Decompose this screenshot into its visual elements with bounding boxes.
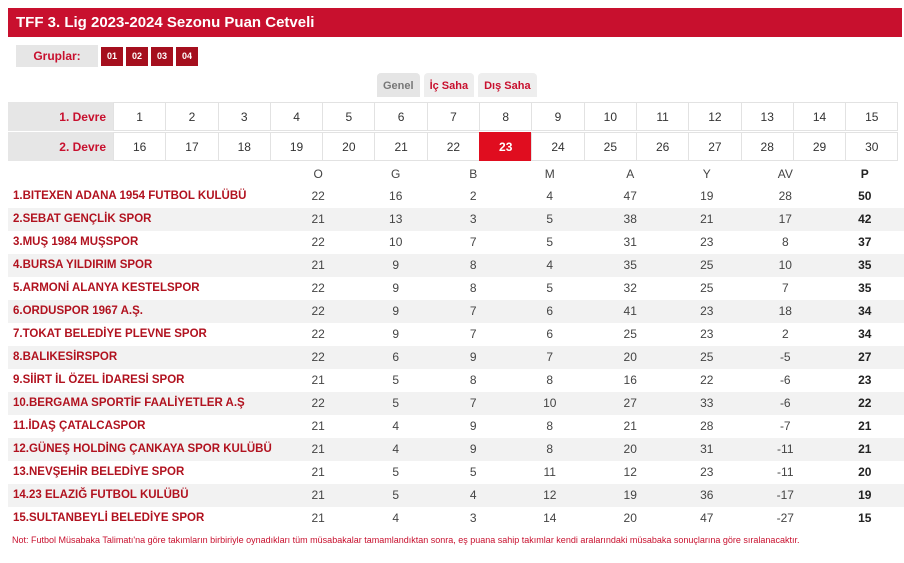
- stat-cell-y: 21: [700, 212, 714, 226]
- stat-cell-m: 4: [546, 258, 554, 272]
- stat-cell-a: 20: [623, 350, 637, 364]
- stat-cell-g: 4: [392, 419, 400, 433]
- week-button-28[interactable]: 28: [741, 132, 794, 161]
- week-button-14[interactable]: 14: [793, 102, 846, 131]
- tab-dis-saha[interactable]: Dış Saha: [478, 73, 536, 97]
- week-button-21[interactable]: 21: [374, 132, 427, 161]
- stat-cell-y: 25: [700, 281, 714, 295]
- stat-cell-g: 13: [389, 212, 403, 226]
- week-button-26[interactable]: 26: [636, 132, 689, 161]
- week-button-6[interactable]: 6: [374, 102, 427, 131]
- team-name-link[interactable]: 13.NEVŞEHİR BELEDİYE SPOR: [13, 466, 185, 478]
- week-button-18[interactable]: 18: [218, 132, 271, 161]
- stat-cell-p: 34: [858, 304, 872, 318]
- group-button-04[interactable]: 04: [176, 47, 198, 66]
- team-name-link[interactable]: 3.MUŞ 1984 MUŞSPOR: [13, 236, 139, 248]
- week-button-3[interactable]: 3: [218, 102, 271, 131]
- stat-cell-g: 9: [392, 281, 400, 295]
- stat-cell-a: 20: [623, 511, 637, 525]
- group-button-01[interactable]: 01: [101, 47, 123, 66]
- standings-table: [8, 163, 904, 530]
- stat-cell-b: 3: [469, 511, 477, 525]
- stat-cell-y: 47: [700, 511, 714, 525]
- column-header-o: O: [313, 167, 323, 181]
- stat-cell-b: 7: [469, 396, 477, 410]
- table-row: [8, 415, 904, 438]
- stat-cell-av: -6: [779, 396, 791, 410]
- week-button-9[interactable]: 9: [531, 102, 584, 131]
- stat-cell-g: 9: [392, 304, 400, 318]
- stat-cell-av: -11: [777, 442, 794, 456]
- stat-cell-o: 21: [311, 442, 325, 456]
- stat-cell-g: 6: [392, 350, 400, 364]
- stat-cell-av: 7: [781, 281, 789, 295]
- table-row: [8, 277, 904, 300]
- team-name-link[interactable]: 4.BURSA YILDIRIM SPOR: [13, 259, 153, 271]
- stat-cell-y: 33: [700, 396, 714, 410]
- tab-ic-saha[interactable]: İç Saha: [424, 73, 475, 97]
- stat-cell-o: 21: [311, 465, 325, 479]
- stat-cell-o: 21: [311, 258, 325, 272]
- stat-cell-a: 47: [623, 189, 637, 203]
- stat-cell-p: 50: [858, 189, 872, 203]
- stat-cell-p: 35: [858, 258, 872, 272]
- table-row: [8, 392, 904, 415]
- stat-cell-g: 9: [392, 327, 400, 341]
- team-name-link[interactable]: 6.ORDUSPOR 1967 A.Ş.: [13, 305, 143, 317]
- team-name-link[interactable]: 15.SULTANBEYLİ BELEDİYE SPOR: [13, 512, 205, 524]
- stat-cell-p: 35: [858, 281, 872, 295]
- stat-cell-b: 3: [469, 212, 477, 226]
- footnote: Not: Futbol Müsabaka Talimatı'na göre takımların birbiriyle oynadıkları tüm müsabakalar tamamlandıktan sonra, eş puana sahip takımlar kendi aralarındaki müsabaka sonuçlarına göre sıralanacaktır.: [12, 535, 800, 545]
- view-tabs: [377, 73, 541, 97]
- stat-cell-m: 4: [546, 189, 554, 203]
- stat-cell-p: 37: [858, 235, 872, 249]
- team-name-link[interactable]: 7.TOKAT BELEDİYE PLEVNE SPOR: [13, 328, 207, 340]
- stat-cell-av: 10: [778, 258, 792, 272]
- stat-cell-y: 36: [700, 488, 714, 502]
- team-name-link[interactable]: 10.BERGAMA SPORTİF FAALİYETLER A.Ş: [13, 397, 245, 409]
- stat-cell-av: -27: [776, 511, 794, 525]
- group-selector: [16, 45, 198, 67]
- week-button-25[interactable]: 25: [584, 132, 637, 161]
- stat-cell-a: 41: [623, 304, 637, 318]
- stat-cell-b: 8: [469, 373, 477, 387]
- stat-cell-o: 22: [311, 189, 325, 203]
- stat-cell-y: 22: [700, 373, 714, 387]
- week-button-16[interactable]: 16: [113, 132, 166, 161]
- week-button-30[interactable]: 30: [845, 132, 898, 161]
- stat-cell-y: 23: [700, 235, 714, 249]
- stat-cell-av: 17: [778, 212, 792, 226]
- stat-cell-m: 6: [546, 327, 554, 341]
- stat-cell-y: 25: [700, 258, 714, 272]
- team-name-link[interactable]: 14.23 ELAZIĞ FUTBOL KULÜBÜ: [13, 489, 189, 501]
- week-button-24[interactable]: 24: [531, 132, 584, 161]
- column-header-a: A: [626, 167, 635, 181]
- week-button-27[interactable]: 27: [688, 132, 741, 161]
- week-button-7[interactable]: 7: [427, 102, 480, 131]
- stat-cell-a: 27: [623, 396, 637, 410]
- stat-cell-m: 10: [543, 396, 557, 410]
- stat-cell-av: -7: [779, 419, 791, 433]
- stat-cell-p: 27: [858, 350, 872, 364]
- week-button-17[interactable]: 17: [165, 132, 218, 161]
- table-row: [8, 484, 904, 507]
- column-header-av: AV: [777, 167, 793, 181]
- week-button-13[interactable]: 13: [741, 102, 794, 131]
- stat-cell-av: -11: [777, 465, 794, 479]
- team-name-link[interactable]: 8.BALIKESİRSPOR: [13, 351, 118, 363]
- stat-cell-b: 7: [469, 327, 477, 341]
- stat-cell-g: 5: [392, 488, 400, 502]
- stat-cell-a: 35: [623, 258, 637, 272]
- stat-cell-b: 8: [469, 281, 477, 295]
- table-row: [8, 185, 904, 208]
- stat-cell-b: 5: [469, 465, 477, 479]
- week-button-20[interactable]: 20: [322, 132, 375, 161]
- week-button-4[interactable]: 4: [270, 102, 323, 131]
- week-button-22[interactable]: 22: [427, 132, 480, 161]
- stat-cell-g: 5: [392, 396, 400, 410]
- stat-cell-a: 20: [623, 442, 637, 456]
- stat-cell-av: -6: [779, 373, 791, 387]
- table-row: [8, 346, 904, 369]
- stat-cell-a: 12: [623, 465, 637, 479]
- table-row: [8, 438, 904, 461]
- team-name-link[interactable]: 5.ARMONİ ALANYA KESTELSPOR: [13, 282, 200, 294]
- stat-cell-m: 11: [543, 465, 556, 479]
- stat-cell-b: 9: [469, 442, 477, 456]
- table-row: [8, 254, 904, 277]
- stat-cell-av: 28: [778, 189, 792, 203]
- stat-cell-g: 4: [392, 511, 400, 525]
- stat-cell-b: 7: [469, 304, 477, 318]
- stat-cell-p: 42: [858, 212, 872, 226]
- week-button-11[interactable]: 11: [636, 102, 689, 131]
- second-half-weeks: [114, 132, 898, 162]
- column-header-b: B: [469, 167, 478, 181]
- column-header-y: Y: [702, 167, 711, 181]
- stat-cell-o: 22: [311, 396, 325, 410]
- stat-cell-o: 21: [311, 419, 325, 433]
- group-button-03[interactable]: 03: [151, 47, 173, 66]
- stat-cell-a: 25: [623, 327, 637, 341]
- stat-cell-av: -17: [776, 488, 794, 502]
- stat-cell-p: 19: [858, 488, 872, 502]
- first-half-weeks: [114, 102, 898, 132]
- stat-cell-m: 8: [546, 419, 554, 433]
- stat-cell-m: 5: [546, 212, 554, 226]
- team-name-link[interactable]: 11.İDAŞ ÇATALCASPOR: [13, 420, 146, 432]
- week-button-1[interactable]: 1: [113, 102, 166, 131]
- stat-cell-m: 5: [546, 235, 554, 249]
- stat-cell-y: 23: [700, 465, 714, 479]
- team-name-link[interactable]: 12.GÜNEŞ HOLDİNG ÇANKAYA SPOR KULÜBÜ: [13, 443, 272, 455]
- stat-cell-g: 4: [392, 442, 400, 456]
- stat-cell-y: 23: [700, 304, 714, 318]
- stat-cell-a: 16: [623, 373, 637, 387]
- stat-cell-p: 22: [858, 396, 872, 410]
- stat-cell-m: 8: [546, 442, 554, 456]
- table-header: [8, 163, 904, 185]
- stat-cell-a: 38: [623, 212, 637, 226]
- team-name-link[interactable]: 9.SİİRT İL ÖZEL İDARESİ SPOR: [13, 374, 185, 386]
- stat-cell-o: 22: [311, 281, 325, 295]
- stat-cell-g: 10: [389, 235, 403, 249]
- second-half-row: [8, 132, 904, 162]
- stat-cell-o: 21: [311, 511, 325, 525]
- table-row: [8, 507, 904, 530]
- groups-label: Gruplar:: [16, 45, 98, 67]
- stat-cell-p: 34: [858, 327, 872, 341]
- column-header-m: M: [544, 167, 555, 181]
- stat-cell-g: 5: [392, 465, 400, 479]
- week-button-10[interactable]: 10: [584, 102, 637, 131]
- stat-cell-a: 31: [623, 235, 637, 249]
- stat-cell-m: 12: [543, 488, 557, 502]
- stat-cell-av: 2: [781, 327, 789, 341]
- stat-cell-p: 20: [858, 465, 872, 479]
- stat-cell-a: 21: [623, 419, 637, 433]
- table-row: [8, 208, 904, 231]
- column-header-p: P: [860, 167, 869, 181]
- table-row: [8, 461, 904, 484]
- table-row: [8, 369, 904, 392]
- stat-cell-b: 2: [469, 189, 477, 203]
- stat-cell-av: -5: [779, 350, 791, 364]
- stat-cell-m: 14: [543, 511, 557, 525]
- stat-cell-y: 28: [700, 419, 714, 433]
- table-row: [8, 323, 904, 346]
- stat-cell-o: 22: [311, 350, 325, 364]
- stat-cell-o: 21: [311, 488, 325, 502]
- second-half-label: 2. Devre: [8, 132, 114, 162]
- stat-cell-b: 7: [469, 235, 477, 249]
- stat-cell-g: 16: [389, 189, 403, 203]
- stat-cell-g: 9: [392, 258, 400, 272]
- stat-cell-y: 19: [700, 189, 714, 203]
- week-button-29[interactable]: 29: [793, 132, 846, 161]
- header-spacer: [8, 163, 284, 185]
- stat-cell-y: 25: [700, 350, 714, 364]
- stat-cell-p: 23: [858, 373, 872, 387]
- stat-cell-o: 21: [311, 212, 325, 226]
- table-row: [8, 300, 904, 323]
- first-half-label: 1. Devre: [8, 102, 114, 132]
- stat-cell-g: 5: [392, 373, 400, 387]
- week-button-15[interactable]: 15: [845, 102, 898, 131]
- group-button-02[interactable]: 02: [126, 47, 148, 66]
- stat-cell-b: 9: [469, 350, 477, 364]
- week-button-12[interactable]: 12: [688, 102, 741, 131]
- first-half-row: [8, 102, 904, 132]
- stat-cell-p: 21: [858, 419, 872, 433]
- week-selector: [8, 102, 904, 162]
- stat-cell-m: 5: [546, 281, 554, 295]
- table-body: [8, 185, 904, 530]
- week-button-8[interactable]: 8: [479, 102, 532, 131]
- stat-cell-p: 15: [858, 511, 872, 525]
- table-row: [8, 231, 904, 254]
- stat-cell-p: 21: [858, 442, 872, 456]
- team-name-link[interactable]: 1.BITEXEN ADANA 1954 FUTBOL KULÜBÜ: [13, 190, 247, 202]
- page-title: TFF 3. Lig 2023-2024 Sezonu Puan Cetveli: [8, 8, 902, 37]
- stat-cell-o: 22: [311, 304, 325, 318]
- column-header-g: G: [391, 167, 401, 181]
- stat-cell-a: 32: [623, 281, 637, 295]
- stat-cell-m: 7: [546, 350, 554, 364]
- week-button-23[interactable]: 23: [479, 132, 532, 161]
- stat-cell-y: 23: [700, 327, 714, 341]
- week-button-2[interactable]: 2: [165, 102, 218, 131]
- stat-cell-m: 6: [546, 304, 554, 318]
- stat-cell-b: 4: [469, 488, 477, 502]
- stat-cell-av: 18: [778, 304, 792, 318]
- stat-cell-o: 22: [311, 235, 325, 249]
- stat-cell-o: 22: [311, 327, 325, 341]
- stat-cell-a: 19: [623, 488, 637, 502]
- team-name-link[interactable]: 2.SEBAT GENÇLİK SPOR: [13, 213, 152, 225]
- week-button-19[interactable]: 19: [270, 132, 323, 161]
- stat-cell-b: 8: [469, 258, 477, 272]
- stat-cell-y: 31: [700, 442, 714, 456]
- tab-genel[interactable]: Genel: [377, 73, 420, 97]
- stat-cell-av: 8: [781, 235, 789, 249]
- stat-cell-b: 9: [469, 419, 477, 433]
- week-button-5[interactable]: 5: [322, 102, 375, 131]
- stat-cell-o: 21: [311, 373, 325, 387]
- stat-cell-m: 8: [546, 373, 554, 387]
